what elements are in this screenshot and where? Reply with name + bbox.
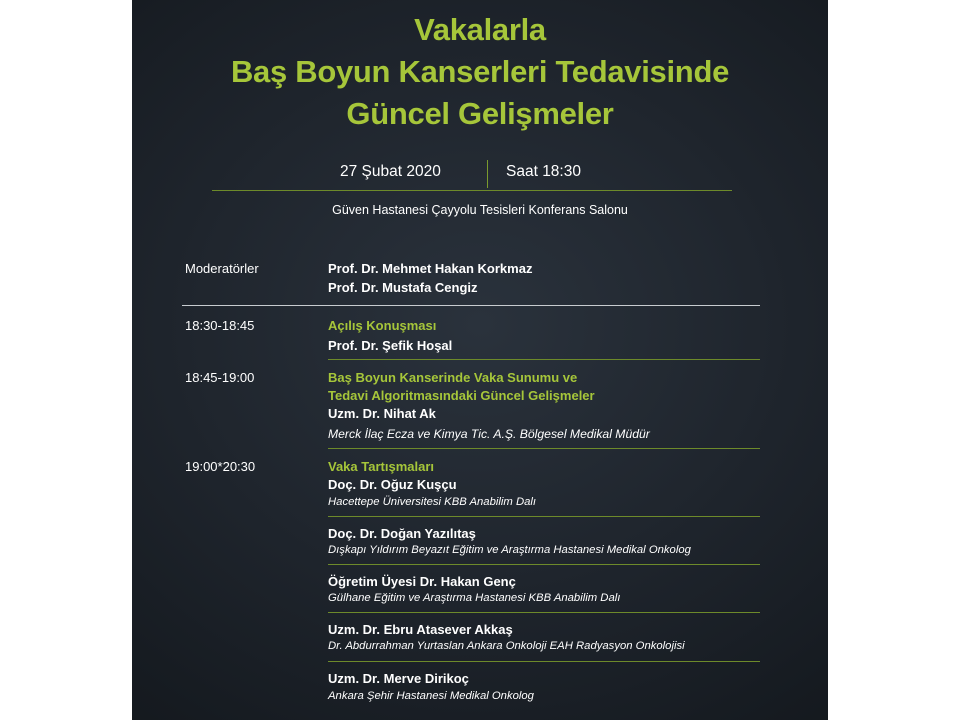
panelist-rule [328, 564, 760, 565]
panelist-role: Dışkapı Yıldırım Beyazıt Eğitim ve Araştırma Hastanesi Medikal Onkolog [328, 544, 691, 556]
event-date: 27 Şubat 2020 [340, 163, 441, 180]
moderator-name: Prof. Dr. Mehmet Hakan Korkmaz [328, 261, 533, 276]
session-rule [328, 448, 760, 449]
moderators-rule [182, 305, 760, 306]
session-rule [328, 359, 760, 360]
event-time: Saat 18:30 [506, 163, 581, 180]
date-time-divider [487, 160, 488, 188]
session-time: 18:30-18:45 [185, 318, 255, 333]
event-venue: Güven Hastanesi Çayyolu Tesisleri Konferans Salonu [332, 203, 628, 217]
panelist-name: Öğretim Üyesi Dr. Hakan Genç [328, 574, 516, 589]
panelist-rule [328, 661, 760, 662]
panelist-role: Dr. Abdurrahman Yurtaslan Ankara Onkoloji EAH Radyasyon Onkolojisi [328, 640, 685, 652]
panelist-role: Ankara Şehir Hastanesi Medikal Onkolog [328, 690, 534, 702]
panelist-rule [328, 612, 760, 613]
panelist-rule [328, 516, 760, 517]
session-title-line-2: Tedavi Algoritmasındaki Güncel Gelişmeler [328, 388, 595, 403]
title-line-3: Güncel Gelişmeler [346, 96, 614, 131]
panelist-name: Doç. Dr. Oğuz Kuşçu [328, 477, 457, 492]
session-time: 19:00*20:30 [185, 459, 256, 474]
moderators-label: Moderatörler [185, 261, 259, 276]
panelist-name: Uzm. Dr. Ebru Atasever Akkaş [328, 622, 513, 637]
panelist-role: Gülhane Eğitim ve Araştırma Hastanesi KBB Anabilim Dalı [328, 592, 621, 604]
session-time: 18:45-19:00 [185, 370, 255, 385]
session-speaker-role: Merck İlaç Ecza ve Kimya Tic. A.Ş. Bölgesel Medikal Müdür [328, 427, 650, 441]
panelist-name: Uzm. Dr. Merve Dirikoç [328, 671, 469, 686]
session-title-line-1: Baş Boyun Kanserinde Vaka Sunumu ve [328, 370, 578, 385]
session-speaker: Prof. Dr. Şefik Hoşal [328, 338, 453, 353]
session-title: Açılış Konuşması [328, 318, 437, 333]
session-speaker: Uzm. Dr. Nihat Ak [328, 406, 436, 421]
panelist-name: Doç. Dr. Doğan Yazılıtaş [328, 526, 476, 541]
panelist-role: Hacettepe Üniversitesi KBB Anabilim Dalı [328, 496, 537, 508]
session-title: Vaka Tartışmaları [328, 459, 434, 474]
header-rule [212, 190, 732, 191]
moderator-name: Prof. Dr. Mustafa Cengiz [328, 280, 478, 295]
title-line-2: Baş Boyun Kanserleri Tedavisinde [230, 54, 730, 89]
title-line-1: Vakalarla [414, 12, 546, 47]
poster [132, 0, 828, 720]
